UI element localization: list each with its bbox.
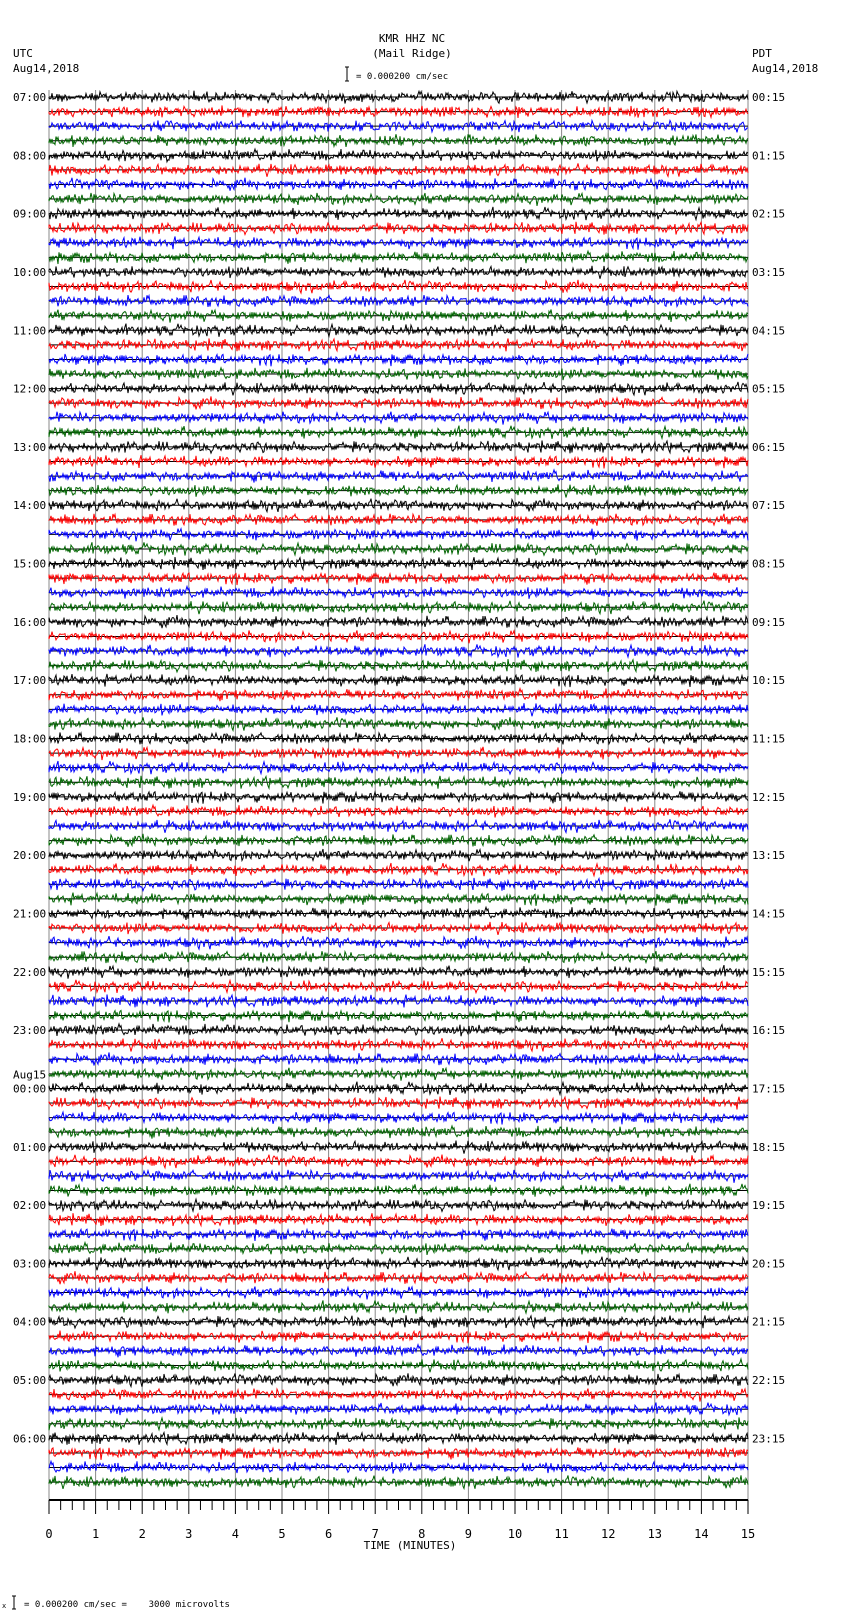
utc-hour-label: 15:00: [13, 557, 47, 571]
pdt-hour-label: 04:15: [752, 324, 786, 338]
pdt-hour-label: 16:15: [752, 1024, 786, 1038]
footer-scale-note: = 0.000200 cm/sec = 3000 microvolts: [24, 1600, 230, 1610]
seismic-trace: [49, 1331, 748, 1344]
pdt-hour-labels: [752, 91, 785, 1445]
seismic-trace: [49, 1447, 748, 1459]
utc-hour-label: 01:00: [13, 1140, 47, 1154]
utc-hour-label: 12:00: [13, 382, 47, 396]
seismic-trace: [49, 819, 748, 833]
x-tick-label: 10: [507, 1527, 523, 1541]
utc-hour-label: 10:00: [13, 265, 47, 279]
x-tick-label: 8: [418, 1527, 426, 1541]
seismic-trace: [49, 1243, 748, 1255]
pdt-hour-label: 08:15: [752, 557, 786, 571]
seismic-trace: [49, 907, 748, 920]
left-date: Aug14,2018: [13, 62, 80, 75]
seismic-trace: [49, 615, 748, 628]
pdt-hour-label: 21:15: [752, 1315, 786, 1329]
pdt-hour-label: 11:15: [752, 732, 786, 746]
footer-scale-bar-icon: [12, 1596, 16, 1609]
pdt-hour-label: 17:15: [752, 1082, 786, 1096]
pdt-hour-label: 14:15: [752, 907, 786, 921]
utc-hour-label: 11:00: [13, 324, 47, 338]
pdt-hour-label: 05:15: [752, 382, 786, 396]
utc-hour-label: 21:00: [13, 907, 47, 921]
utc-hour-label: 13:00: [13, 440, 47, 454]
x-tick-label: 14: [694, 1527, 709, 1541]
pdt-hour-label: 10:15: [752, 674, 786, 688]
utc-hour-label: 08:00: [13, 149, 47, 163]
seismic-trace: [49, 354, 748, 366]
utc-hour-label: 05:00: [13, 1374, 47, 1388]
pdt-hour-label: 23:15: [752, 1432, 786, 1446]
x-tick-label: 12: [600, 1527, 616, 1541]
utc-hour-label: 23:00: [13, 1024, 47, 1038]
utc-hour-label: 14:00: [13, 499, 47, 513]
seismic-trace: [49, 557, 748, 570]
seismic-trace: [49, 324, 748, 337]
x-tick-label: 15: [740, 1527, 756, 1541]
x-tick-label: 9: [464, 1527, 473, 1541]
utc-hour-label: 17:00: [13, 674, 47, 688]
utc-hour-label: 16:00: [13, 615, 47, 629]
x-tick-label: 0: [45, 1527, 53, 1541]
pdt-hour-label: 03:15: [752, 265, 786, 279]
seismic-trace: [49, 791, 748, 803]
station-title: KMR HHZ NC: [378, 32, 446, 45]
pdt-hour-label: 18:15: [752, 1140, 786, 1154]
utc-hour-label: 06:00: [13, 1432, 47, 1446]
x-tick-label: 11: [554, 1527, 569, 1541]
right-date: Aug14,2018: [752, 62, 819, 75]
utc-hour-label: 19:00: [13, 790, 47, 804]
date-label: Aug15: [13, 1068, 47, 1082]
traces: [49, 91, 748, 1489]
x-tick-label: 7: [371, 1527, 379, 1541]
utc-hour-label: 00:00: [13, 1082, 47, 1096]
utc-hour-label: 07:00: [13, 91, 47, 104]
utc-hour-label: 04:00: [13, 1315, 47, 1329]
utc-hour-label: 02:00: [13, 1199, 47, 1213]
utc-hour-label: 03:00: [13, 1257, 47, 1271]
seismic-trace: [49, 1170, 748, 1183]
seismic-trace: [49, 1010, 748, 1022]
x-tick-label: 2: [138, 1527, 146, 1541]
pdt-hour-label: 19:15: [752, 1199, 786, 1213]
seismic-trace: [49, 573, 748, 585]
pdt-hour-label: 06:15: [752, 440, 786, 454]
pdt-hour-label: 13:15: [752, 849, 786, 863]
left-timezone: UTC: [13, 47, 33, 60]
seismic-trace: [49, 1082, 748, 1095]
utc-hour-labels: [13, 91, 46, 1445]
seismic-trace: [49, 674, 748, 687]
right-timezone: PDT: [752, 47, 772, 60]
x-tick-label: 4: [231, 1527, 240, 1541]
pdt-hour-label: 22:15: [752, 1374, 786, 1388]
pdt-hour-label: 01:15: [752, 149, 786, 163]
utc-hour-label: 09:00: [13, 207, 47, 221]
x-tick-label: 1: [91, 1527, 100, 1541]
x-axis-title: TIME (MINUTES): [363, 1539, 457, 1552]
x-tick-label: 13: [647, 1527, 663, 1541]
pdt-hour-label: 09:15: [752, 615, 786, 629]
pdt-hour-label: 20:15: [752, 1257, 786, 1271]
pdt-hour-label: 02:15: [752, 207, 786, 221]
seismic-trace: [49, 134, 748, 147]
x-tick-label: 6: [324, 1527, 333, 1541]
utc-hour-label: 22:00: [13, 965, 47, 979]
x-tick-label: 3: [185, 1527, 193, 1541]
scale-label: = 0.000200 cm/sec: [356, 72, 449, 82]
station-subtitle: (Mail Ridge): [372, 47, 452, 60]
seismic-trace: [49, 1229, 748, 1241]
pdt-hour-label: 00:15: [752, 91, 786, 104]
x-tick-label: 5: [278, 1527, 286, 1541]
utc-hour-label: 20:00: [13, 849, 47, 863]
utc-hour-label: 18:00: [13, 732, 47, 746]
x-axis: [45, 1500, 755, 1541]
footer-marker: x: [2, 1602, 7, 1610]
seismic-trace: [49, 1112, 748, 1125]
scale-bar-icon: [345, 67, 349, 81]
seismic-trace: [49, 776, 748, 789]
pdt-hour-label: 07:15: [752, 499, 786, 513]
pdt-hour-label: 12:15: [752, 790, 786, 804]
pdt-hour-label: 15:15: [752, 965, 786, 979]
